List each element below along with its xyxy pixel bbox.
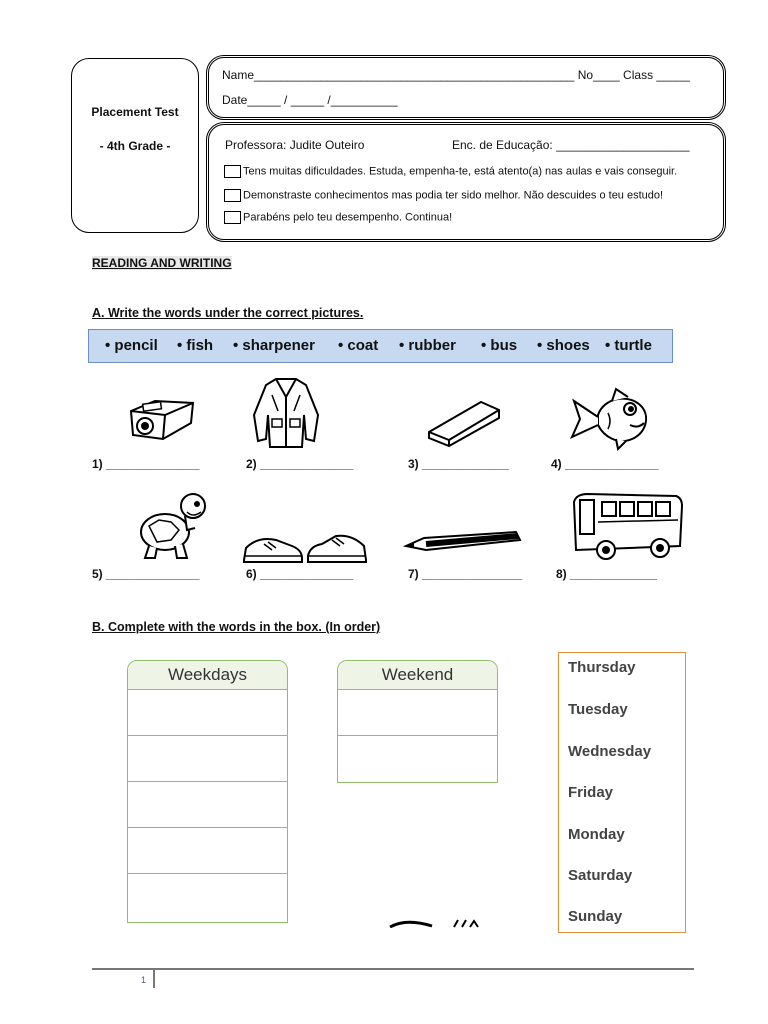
date-field[interactable]: Date_____ / _____ /__________ bbox=[222, 93, 398, 107]
days-word-box bbox=[558, 652, 686, 933]
day-word: Wednesday bbox=[568, 743, 652, 760]
guardian-field[interactable]: Enc. de Educação: ____________________ bbox=[452, 138, 690, 152]
day-word: Thursday bbox=[568, 659, 636, 676]
feedback-option-2[interactable] bbox=[224, 189, 663, 202]
shoes-icon bbox=[240, 526, 370, 566]
answer-3[interactable]: 3) _____________ bbox=[408, 457, 509, 471]
weekend-table bbox=[337, 660, 498, 783]
feedback-text: Demonstraste conhecimentos mas podia ter sido melhor. Não descuides o teu estudo! bbox=[243, 189, 664, 202]
feedback-option-1[interactable] bbox=[224, 165, 677, 178]
word-item: • sharpener bbox=[233, 337, 315, 354]
partial-drawing bbox=[388, 918, 484, 928]
feedback-text: Tens muitas dificuldades. Estuda, empenha-te, está atento(a) nas aulas e vais conseguir. bbox=[243, 165, 678, 178]
feedback-text: Parabéns pelo teu desempenho. Continua! bbox=[243, 211, 453, 224]
checkbox[interactable] bbox=[224, 189, 241, 202]
weekend-cell[interactable] bbox=[338, 690, 497, 736]
section-title: READING AND WRITING bbox=[92, 256, 232, 270]
part-b-instruction: B. Complete with the words in the box. (In order) bbox=[92, 620, 381, 634]
answer-7[interactable]: 7) _______________ bbox=[408, 567, 523, 581]
word-item: • fish bbox=[177, 337, 214, 354]
page-number: 1 bbox=[141, 975, 147, 985]
teacher-box bbox=[206, 122, 726, 242]
weekend-cell[interactable] bbox=[338, 736, 497, 782]
student-info-box bbox=[206, 55, 726, 120]
word-item: • shoes bbox=[537, 337, 590, 354]
weekday-cell[interactable] bbox=[128, 874, 287, 920]
day-word: Friday bbox=[568, 784, 614, 801]
title-box bbox=[71, 58, 199, 233]
day-word: Monday bbox=[568, 826, 625, 843]
feedback-option-3[interactable] bbox=[224, 211, 452, 224]
title-line-1: Placement Test bbox=[91, 105, 179, 119]
weekdays-header: Weekdays bbox=[128, 661, 287, 690]
part-a-instruction: A. Write the words under the correct pictures. bbox=[92, 306, 364, 320]
weekday-cell[interactable] bbox=[128, 736, 287, 782]
checkbox[interactable] bbox=[224, 165, 241, 178]
answer-1[interactable]: 1) ______________ bbox=[92, 457, 200, 471]
weekend-header: Weekend bbox=[338, 661, 497, 690]
turtle-icon bbox=[135, 490, 215, 564]
fish-icon bbox=[568, 385, 652, 451]
word-item: • turtle bbox=[605, 337, 652, 354]
answer-4[interactable]: 4) ______________ bbox=[551, 457, 659, 471]
name-field[interactable]: Name________________________________________________ No____ Class _____ bbox=[222, 68, 690, 82]
answer-5[interactable]: 5) ______________ bbox=[92, 567, 200, 581]
teacher-name: Professora: Judite Outeiro bbox=[225, 138, 365, 152]
footer-rule bbox=[92, 968, 694, 970]
word-item: • bus bbox=[481, 337, 518, 354]
weekday-cell[interactable] bbox=[128, 782, 287, 828]
pencil-icon bbox=[402, 528, 522, 556]
coat-icon bbox=[248, 375, 324, 451]
answer-2[interactable]: 2) ______________ bbox=[246, 457, 354, 471]
checkbox[interactable] bbox=[224, 211, 241, 224]
word-item: • rubber bbox=[399, 337, 456, 354]
weekdays-table bbox=[127, 660, 288, 923]
bus-icon bbox=[568, 492, 686, 564]
title-line-2: - 4th Grade - bbox=[99, 139, 171, 153]
word-item: • coat bbox=[338, 337, 379, 354]
weekday-cell[interactable] bbox=[128, 828, 287, 874]
answer-6[interactable]: 6) ______________ bbox=[246, 567, 354, 581]
day-word: Saturday bbox=[568, 867, 633, 884]
rubber-icon bbox=[425, 396, 505, 448]
day-word: Sunday bbox=[568, 908, 623, 925]
footer-separator bbox=[153, 970, 155, 988]
word-item: • pencil bbox=[105, 337, 158, 354]
sharpener-icon bbox=[125, 393, 197, 445]
answer-8[interactable]: 8) _____________ bbox=[556, 567, 657, 581]
word-bank bbox=[88, 329, 673, 363]
weekday-cell[interactable] bbox=[128, 690, 287, 736]
day-word: Tuesday bbox=[568, 701, 628, 718]
